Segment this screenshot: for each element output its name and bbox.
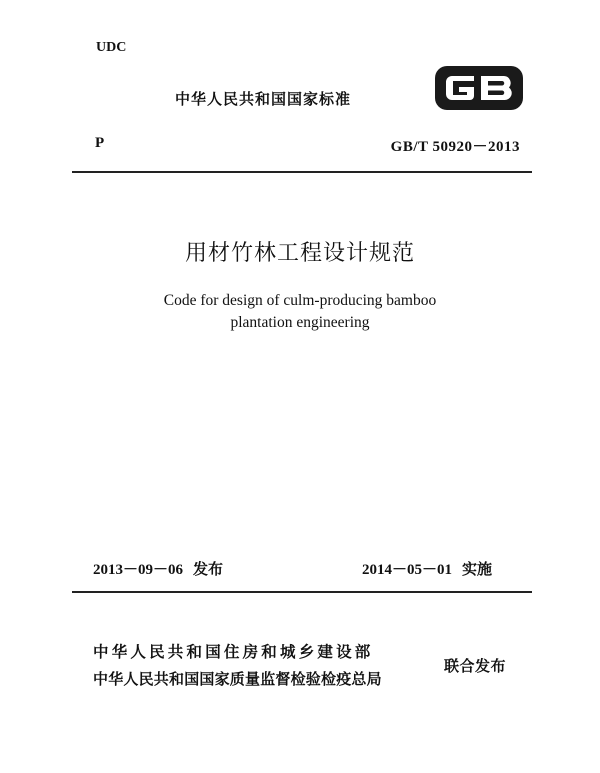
implement-date: 2014－05－01 [362,562,453,578]
issue-date-block [93,558,223,579]
bottom-divider [72,591,532,593]
udc-label: UDC [96,40,127,55]
title-chinese: 用材竹林工程设计规范 [184,241,415,266]
title-english-line-2: plantation engineering [230,314,370,331]
standard-type-label: 中华人民共和国国家标准 [175,90,352,108]
joint-issue-label: 联合发布 [444,657,507,675]
title-english-line-1: Code for design of culm-producing bamboo [163,292,437,309]
top-divider [72,171,532,173]
issue-date: 2013－09－06 [93,562,184,578]
gb-logo-icon [434,64,524,112]
publisher-aqsiq: 中华人民共和国国家质量监督检验检疫总局 [93,670,382,688]
standard-number: GB/T 50920－2013 [390,139,520,155]
implement-date-block [362,558,492,579]
issue-label: 发布 [193,560,224,578]
implement-label: 实施 [462,560,493,578]
publisher-ministry-housing: 中华人民共和国住房和城乡建设部 [93,643,374,661]
title-english [0,290,600,334]
gb-logo [434,64,524,112]
classification-code: P [95,135,105,151]
